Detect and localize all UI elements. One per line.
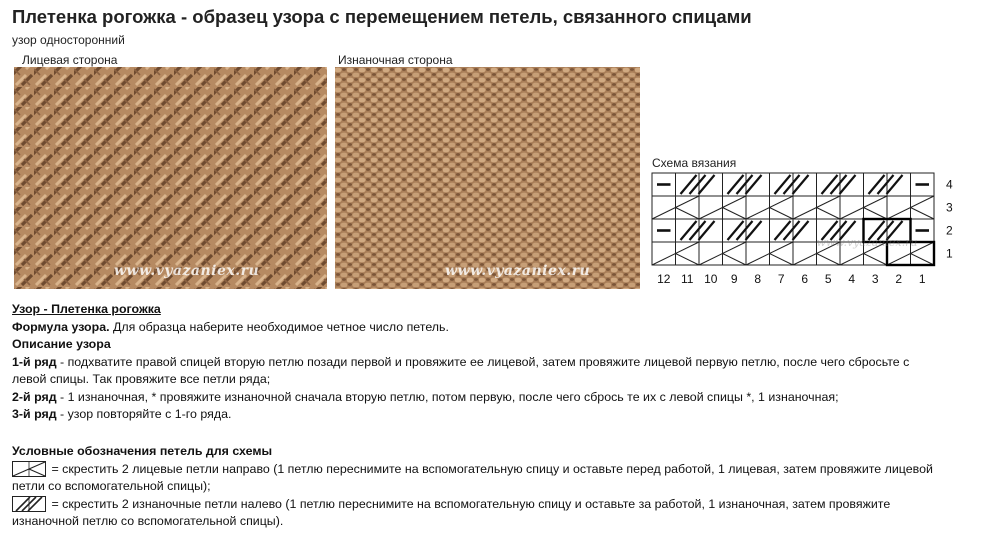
scheme-cell [887,173,911,196]
scheme-title: Схема вязания [652,156,737,170]
scheme-column-number: 8 [754,272,762,286]
back-side-texture [335,67,640,289]
scheme-row-number: 4 [946,177,953,192]
scheme-column-number: 5 [824,272,832,286]
scheme-cell [793,219,817,242]
scheme-cell [817,196,841,219]
scheme-column-number: 3 [871,272,879,286]
scheme-cell [676,242,700,265]
scheme-cell [723,196,747,219]
scheme-cell [793,196,817,219]
formula-text: Для образца наберите необходимое четное число петель. [109,319,449,334]
knitting-scheme [650,170,990,290]
scheme-cell [840,196,864,219]
front-side-photo [14,67,327,289]
row1-text: - подхватите правой спицей вторую петлю позади первой и провяжите ее лицевой, затем провяжите лицевой первую петлю, после чего сбросьте с [56,354,910,369]
scheme-cell [864,196,888,219]
scheme-cell [840,173,864,196]
scheme-column-number: 11 [681,272,694,286]
scheme-grid [652,173,934,265]
scheme-cell [793,242,817,265]
scheme-column-numbers [657,272,926,286]
description-block [12,301,909,424]
scheme-cell [699,196,723,219]
scheme-cell [770,196,794,219]
scheme-cell [699,242,723,265]
scheme-cell [746,196,770,219]
scheme-row-number: 1 [946,246,953,261]
pattern-heading: Узор - Плетенка рогожка [12,302,161,316]
scheme-watermark: www.vyazaniex.ru [816,236,918,249]
page-title: Плетенка рогожка - образец узора с перемещением петель, связанного спицами [12,6,752,27]
scheme-cell [746,219,770,242]
scheme-column-number: 12 [657,272,671,286]
legend-item1-cont: петли со вспомогательной спицы); [12,479,211,493]
legend-block [12,443,933,531]
scheme-cell [652,196,676,219]
front-side-texture [14,67,327,289]
scheme-column-number: 2 [895,272,903,286]
row1-label: 1-й ряд [12,354,57,369]
scheme-row-number: 3 [946,200,953,215]
row3-label: 3-й ряд [12,407,57,421]
scheme-column-number: 10 [704,272,718,286]
scheme-cell [676,196,700,219]
back-side-caption: Изнаночная сторона [338,53,453,67]
legend-title: Условные обозначения петель для схемы [12,444,273,458]
scheme-cell [793,173,817,196]
row2-text: - 1 изнаночная, * провяжите изнаночной сначала вторую петлю, потом первую, после чего сбрось те их с левой спицы *, 1 изнаночная; [56,389,839,404]
front-watermark: www.vyazaniex.ru [114,263,260,279]
cross-left-purl-icon [12,496,46,512]
back-side-photo [335,67,640,289]
row2-label: 2-й ряд [12,389,57,404]
scheme-cell [723,242,747,265]
scheme-cell [887,196,911,219]
scheme-column-number: 4 [848,272,856,286]
legend-item1-text: = скрестить 2 лицевые петли направо (1 петлю переснимите на вспомогательную спицу и оставьте перед работой, 1 лицевая, затем провяжите лицевой [48,461,933,476]
cross-right-knit-icon [12,461,46,477]
legend-item2-cont: изнаночной петлю со вспомогательной спицы). [12,514,284,528]
scheme-column-number: 6 [801,272,809,286]
scheme-cell [699,219,723,242]
scheme-cell [911,196,935,219]
back-watermark: www.vyazaniex.ru [445,263,591,279]
row3-text: - узор повторяйте с 1-го ряда. [56,407,232,421]
scheme-row-numbers [946,178,953,261]
scheme-column-number: 1 [918,272,926,286]
legend-item2-text: = скрестить 2 изнаночные петли налево (1 петлю переснимите на вспомогательную спицу и оставьте за работой, 1 изнаночная, затем провяжите [48,496,891,511]
scheme-cell [652,242,676,265]
page-subtitle: узор односторонний [12,33,125,47]
scheme-cell [746,173,770,196]
scheme-cell [770,242,794,265]
front-side-caption: Лицевая сторона [22,53,118,67]
description-title: Описание узора [12,337,111,351]
formula-label: Формула узора. [12,319,110,334]
row1-text-cont: левой спицы. Так провяжите все петли ряда; [12,372,271,386]
scheme-cell [699,173,723,196]
scheme-column-number: 9 [730,272,738,286]
scheme-column-number: 7 [777,272,785,286]
scheme-row-number: 2 [946,223,953,238]
scheme-cell [746,242,770,265]
